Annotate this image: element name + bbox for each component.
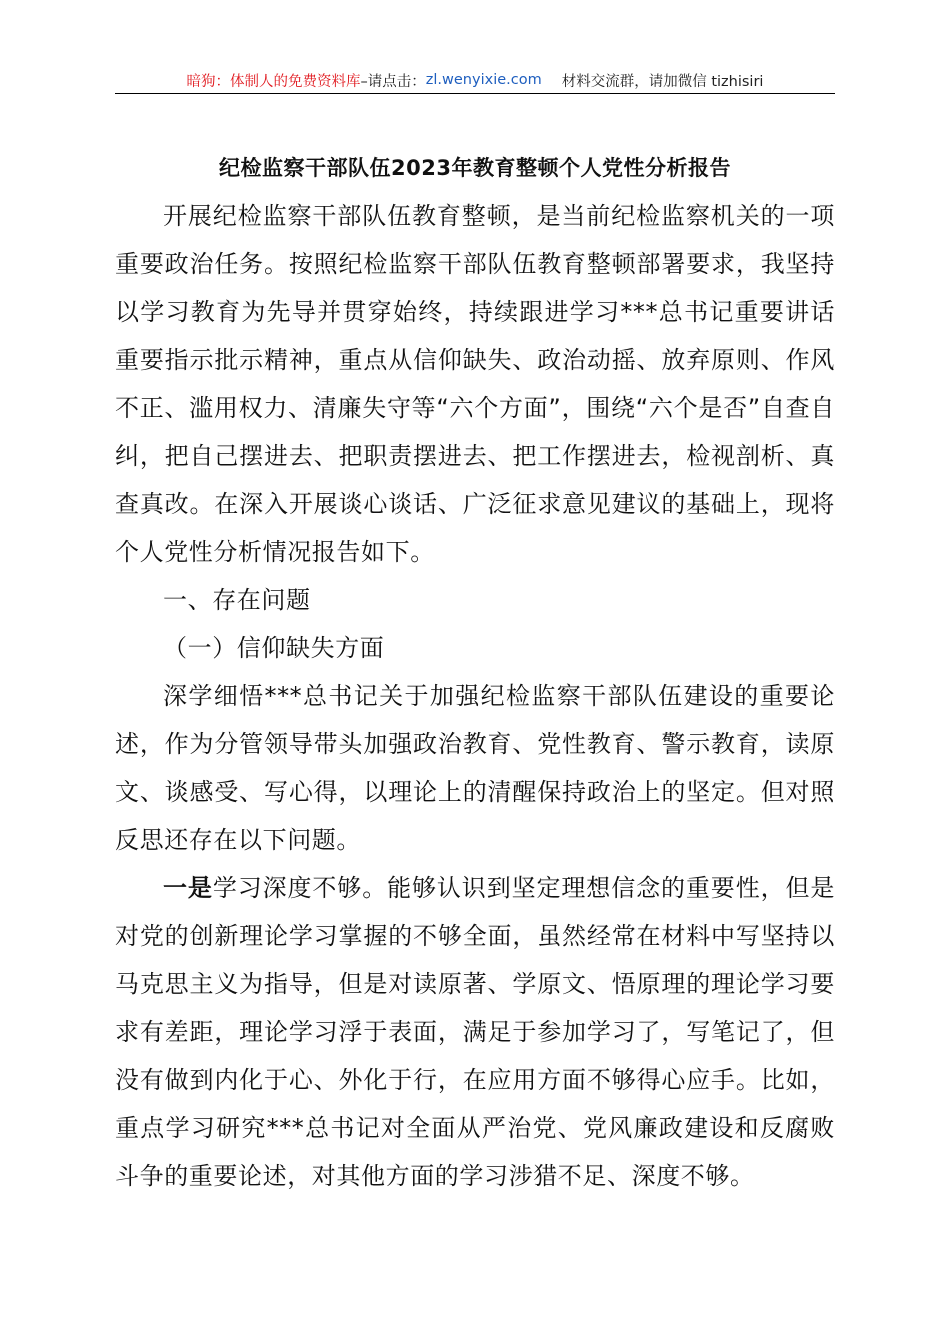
subsection-heading: （一）信仰缺失方面	[163, 634, 385, 662]
document-body	[115, 192, 835, 1200]
section-heading: 一、存在问题	[163, 586, 311, 614]
header-link[interactable]: zl.wenyixie.com	[425, 72, 542, 88]
header-prompt: –请点击：	[360, 73, 426, 90]
document-title: 纪检监察干部队伍2023年教育整顿个人党性分析报告	[219, 156, 731, 180]
point-text: 学习深度不够。能够认识到坚定理想信念的重要性，但是对党的创新理论学习掌握的不够全面，虽然经常在材料中写坚持以马克思主义为指导，但是对读原著、学原文、悟原理的理论学习要求有差距，理论学习浮于表面，满足于参加学习了，写笔记了，但没有做到内化于心、外化于行，在应用方面不够得心应手。比如，重点学习研究***总书记对全面从严治党、党风廉政建设和反腐败斗争的重要论述，对其他方面的学习涉猎不足、深度不够。	[115, 874, 836, 1190]
header-group-info: 材料交流群，请加微信 tizhisiri	[561, 73, 764, 90]
header-divider	[115, 93, 835, 94]
point-lead: 一是	[163, 874, 213, 902]
intro-paragraph: 开展纪检监察干部队伍教育整顿，是当前纪检监察机关的一项重要政治任务。按照纪检监察干部队伍教育整顿部署要求，我坚持以学习教育为先导并贯穿始终，持续跟进学习***总书记重要讲话重要指示批示精神，重点从信仰缺失、政治动摇、放弃原则、作风不正、滥用权力、清廉失守等“六个方面”，围绕“六个是否”自查自纠，把自己摆进去、把职责摆进去、把工作摆进去，检视剖析、真查真改。在深入开展谈心谈话、广泛征求意见建议的基础上，现将个人党性分析情况报告如下。	[115, 202, 835, 566]
page-header	[115, 68, 835, 92]
header-brand: 暗狗：体制人的免费资料库	[186, 73, 361, 90]
body-paragraph: 深学细悟***总书记关于加强纪检监察干部队伍建设的重要论述，作为分管领导带头加强政治教育、党性教育、警示教育，读原文、谈感受、写心得，以理论上的清醒保持政治上的坚定。但对照反思还存在以下问题。	[115, 682, 835, 854]
point-paragraph	[115, 864, 835, 1200]
